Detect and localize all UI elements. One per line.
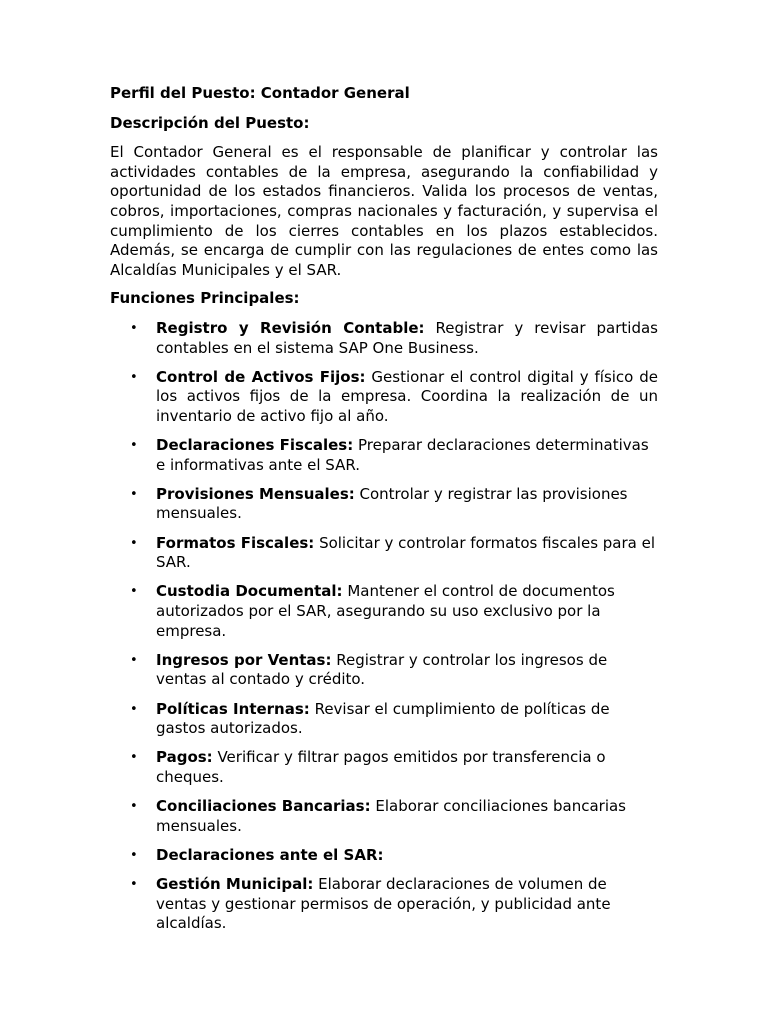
function-item-custodia [110,582,658,641]
function-text: Elaborar conciliaciones bancarias mensuales. [156,797,626,835]
function-item-conciliaciones [110,797,658,836]
function-text: Gestionar el control digital y físico de los activos fijos de la empresa. Coordina la realización de un inventario de activo fijo al año. [156,367,658,425]
function-term: Declaraciones ante el SAR: [156,845,384,864]
function-item-provisiones [110,485,658,524]
function-item-politicas [110,700,658,739]
function-text: Elaborar declaraciones de volumen de ventas y gestionar permisos de operación, y publicidad ante alcaldías. [156,875,611,933]
bullet-icon: • [130,535,138,551]
function-text: Controlar y registrar las provisiones mensuales. [156,484,628,523]
bullet-icon: • [130,701,138,717]
bullet-icon: • [130,652,138,668]
function-item-pagos [110,748,658,787]
function-term: Custodia Documental: [156,582,343,601]
document-title: Perfil del Puesto: Contador General [110,84,410,102]
function-text: Revisar el cumplimiento de políticas de gastos autorizados. [156,699,610,738]
function-item-activos [110,368,658,427]
function-item-municipal [110,875,658,934]
function-term: Pagos: [156,748,213,767]
function-term: Control de Activos Fijos: [156,367,366,386]
function-term: Provisiones Mensuales: [156,484,355,503]
function-item-registro [110,319,658,358]
function-term: Conciliaciones Bancarias: [156,797,371,816]
bullet-icon: • [130,320,138,336]
function-term: Registro y Revisión Contable: [156,318,425,337]
function-text: Registrar y revisar partidas contables en el sistema SAP One Business. [156,318,658,357]
function-term: Declaraciones Fiscales: [156,436,354,455]
function-text: Verificar y filtrar pagos emitidos por transferencia o cheques. [156,748,606,786]
function-item-declaraciones [110,436,658,475]
bullet-icon: • [130,799,138,815]
description-paragraph: El Contador General es el responsable de planificar y controlar las actividades contables de la empresa, asegurando la confiabilidad y oportunidad de los estados financieros. Valida los procesos de ventas, cobros, importaciones, compras nacionales y facturación, y supervisa el cumplimiento de los cierres contables en los plazos establecidos. Además, se encarga de cumplir con las regulaciones de entes como las Alcaldías Municipales y el SAR. [110,143,658,279]
function-term: Ingresos por Ventas: [156,650,332,669]
function-term: Gestión Municipal: [156,875,314,894]
function-text: Solicitar y controlar formatos fiscales para el SAR. [156,533,656,572]
bullet-icon: • [130,486,138,502]
bullet-icon: • [130,750,138,766]
bullet-icon: • [130,877,138,893]
function-item-formatos [110,534,658,573]
document-page [110,84,658,944]
bullet-icon: • [130,584,138,600]
function-text: Registrar y controlar los ingresos de ventas al contado y crédito. [156,650,608,689]
description-heading: Descripción del Puesto: [110,113,310,132]
function-term: Políticas Internas: [156,699,310,718]
function-item-declaraciones-sar [110,846,658,866]
function-text: Mantener el control de documentos autorizados por el SAR, asegurando su uso exclusivo por la empresa. [156,582,615,640]
bullet-icon: • [130,438,138,454]
function-term: Formatos Fiscales: [156,533,315,552]
functions-list [110,319,658,934]
bullet-icon: • [130,847,138,863]
bullet-icon: • [130,369,138,385]
functions-heading: Funciones Principales: [110,289,300,308]
function-item-ingresos [110,651,658,690]
function-text: Preparar declaraciones determinativas e informativas ante el SAR. [156,436,649,474]
